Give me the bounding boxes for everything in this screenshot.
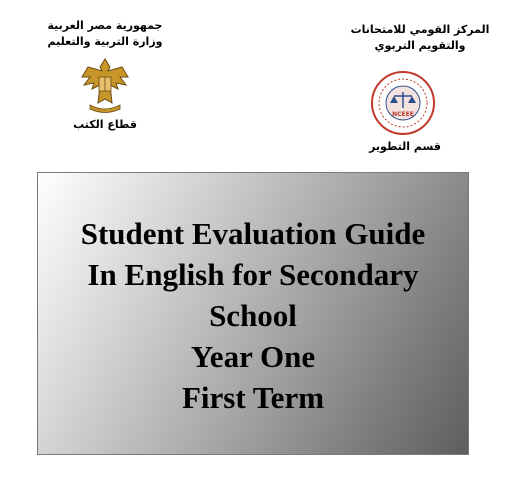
title-line-1: Student Evaluation Guide xyxy=(80,216,426,251)
header-right xyxy=(345,22,495,54)
egypt-eagle-emblem xyxy=(80,55,130,115)
development-dept-label: قسم التطوير xyxy=(369,140,441,153)
ministry-name: وزارة التربية والتعليم xyxy=(47,35,163,48)
center-subtitle: والتقويم التربوي xyxy=(374,39,466,52)
country-name: جمهورية مصر العربية xyxy=(47,19,163,32)
title-line-2: In English for Secondary xyxy=(87,257,419,292)
title-line-3: School xyxy=(209,298,297,333)
header-left xyxy=(40,18,170,50)
svg-text:NCEEE: NCEEE xyxy=(392,111,414,118)
ncee-seal-logo xyxy=(370,70,436,136)
title-line-5: First Term xyxy=(181,380,325,415)
title-panel xyxy=(37,172,469,455)
center-name: المركز القومي للامتحانات xyxy=(350,23,490,36)
title-line-4: Year One xyxy=(190,339,316,374)
title-lines xyxy=(38,213,468,418)
books-sector-label: قطاع الكتب xyxy=(73,118,137,131)
